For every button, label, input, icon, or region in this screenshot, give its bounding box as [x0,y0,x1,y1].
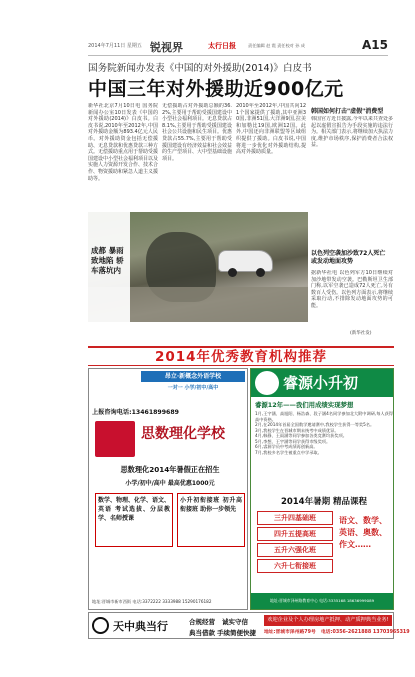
ad-left-top-name: 昂立·新概念外语学校 [141,371,245,382]
ad-left-levels: 小学/初中/高中 最高优惠1000元 [125,480,215,487]
subjects: 语文、数学、英语、奥数、作文…… [339,516,387,549]
class-item: 三升四基础班 [257,511,333,525]
photo-caption: 成都 暴雨致地陷 轿车落坑内 [91,246,124,275]
bottom-ad-logo-icon [92,617,109,634]
article-col-2: 无偿援助占对外援助总额的36.2%,主要用于帮助受援国建设中小型社会福利项目。无息贷款占8.1%,主要用于帮助受援国建设社会公共设施和民生项目。优惠贷款占55.7%,主要用于帮助受援国建设有经济效益和社会效益的生产型项目、大中型基础设施项目。 [162,103,232,162]
article-col-1: 新华社北京7月10日电 国务院新闻办公室10日发表《中国的对外援助(2014)》白皮书。白皮书说,2010年至2012年,中国对外援助金额为893.4亿元人民币。对外援助资金包括无偿援助、无息贷款和优惠贷款三种方式。无偿援助重点用于帮助受援国建设中小型社会福利项目以及实施人力资源开发合作、技术合作、物资援助和紧急人道主义援助等。 [88,103,158,182]
summer-title: 2014年暑期 精品课程 [280,497,368,507]
ad-left-school-name: 思数理化学校 [141,426,225,442]
article-col-3: 2010年至2012年,中国共向121个国家提供了援助,其中亚洲30国,非洲51国,大洋洲9国,拉美和加勒比19国,欧洲12国。此外,中国还向非洲联盟等区域组织提供了援助。白皮书说,中国将进一步优化对外援助结构,提高对外援助质量。 [236,103,306,156]
ad-right [250,368,394,610]
ad-right-bullets [255,411,393,491]
ad-left-course-right: 小升初衔接班 初升高衔接班 助你一步领先 [177,493,245,547]
article-col-4: 韩国官方近日披露,今年以来共查处多起以虚假宣报告为手段实施的违法行为。相关部门表示,将继续加大执法力度,维护市场秩序,保护消费者合法权益。 [311,116,393,149]
bullet-item: 4月,韩静、王雨涵等同学参加各类竞赛均获奖项。 [255,433,347,438]
headline-main: 中国三年对外援助近900亿元 [88,78,344,100]
ad-right-name: 睿源小升初 [283,374,359,392]
bottom-ad-tag2: 诚实守信 [222,618,248,626]
bullet-item: 5月,李想、王宇涵等同学获得市级奖项。 [255,438,331,444]
bottom-ad-phone: 电话:0356-2621888 13703965319 [321,630,410,635]
bullet-item: 2月,在2014年首届全国数学邀请赛中,我校学生获得一等奖5名。 [255,422,375,427]
class-item: 四升五提高班 [257,527,333,541]
bottom-ad [88,612,410,639]
bottom-ad-brand: 天中典当行 [113,620,168,633]
tree-logo-icon [255,371,279,395]
bottom-ad-promo: 欢迎企业及个人办理房地产抵押、动产质押典当业务! [264,615,392,626]
header-section: 锐视界 [150,41,183,54]
news-photo [88,212,308,322]
class-list [257,511,333,575]
ad-banner-title: 2014年优秀教育机构推荐 [154,349,328,365]
ad-banner [88,346,394,366]
bottom-ad-tag4: 手续简便快捷 [217,629,256,637]
class-item: 六升七衔接班 [257,559,333,573]
bottom-ad-tag1: 合规经营 [189,618,215,626]
paper-name: 太行日报 [208,42,236,50]
bottom-ad-tag3: 典当借款 [189,629,215,637]
bottom-ad-address: 地址:晋城市泽州路79号 [264,630,316,635]
ad-left-address: 地址:晋城市新市西街 电话:3372222 3333988 15290176182 [92,599,212,604]
ad-left-logo [95,421,135,457]
ad-left-intro: 思数理化2014年暑假正在招生 [120,465,220,474]
bullet-item: 3月,我校学生在晋城市期末统考中成绩优异。 [255,427,339,433]
header-date: 2014年7月11日 星期五 [88,43,142,49]
page-number: A15 [362,38,388,52]
ad-right-slogan: 睿源12年——我们用成绩实现梦想 [255,401,354,409]
article-col-4b: 据新华社电 以色列军方10日继续对加沙地带发动空袭。巴勒斯坦卫生部门称,以军空袭已造成72人死亡,另有数百人受伤。以色列方面表示,将继续采取行动,不排除发动地面攻势的可能。 [311,270,393,309]
class-item: 五升六强化班 [257,543,333,557]
editor-line: 责任编辑 赵 霞 责任校对 孙 成 [248,43,305,48]
ad-right-address: 地址:晋城市泽州路教育中心 电话:3335168 18636999089 [251,593,393,609]
ad-left-phone: 上报咨询电话:13461899689 [92,409,179,416]
article-col-4-title: 韩国如何打击"虚假"消费型 [311,108,384,115]
bullet-item: 6月,睿源学员中考成绩再创新高。 [255,444,318,449]
page-header [88,38,388,56]
bullet-item: 1月,王宇涵、高旭阳、杨浩森、段子涵4名同学参加北大附中调研,每人获得高中资格。 [255,411,393,422]
ad-left [88,368,248,610]
ad-left-course-left: 数学、物理、化学、语文、英语 考试选拔、分层教学、名师授课 [95,493,173,547]
article-col-4-title2: 以色列空袭加沙致72人死亡 或发动地面攻势 [311,250,386,265]
ad-left-top-tagline: 一对一 小学/初中/高中 [167,385,219,391]
car-shape [218,250,273,272]
bullet-item: 7月,我校多名学生被重点中学录取。 [255,449,322,455]
photo-credit: (新华社发) [350,331,372,336]
headline-kicker: 国务院新闻办发表《中国的对外援助(2014)》白皮书 [88,63,312,74]
